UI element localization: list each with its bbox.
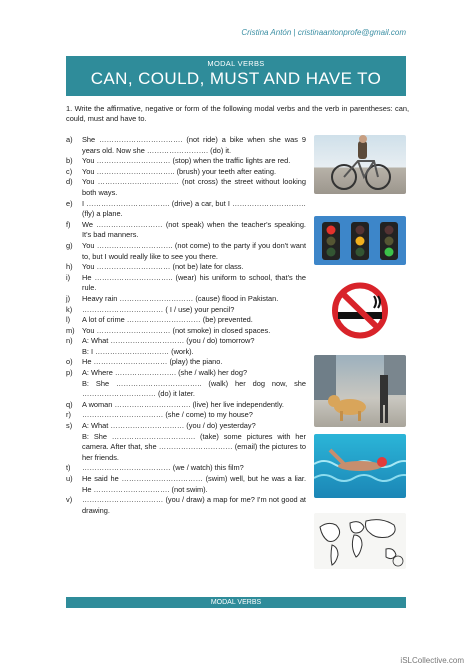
item-number: f) [66, 219, 71, 229]
item-sentence: A lot of crime ………………………… (be) prevented. [82, 315, 253, 325]
exercise-list [66, 135, 306, 516]
traffic-lights-photo [314, 216, 406, 265]
item-sentence: B: She …………………………….. (walk) her dog now, she ………………………… (do) it later. [82, 378, 306, 399]
item-sentence: You ………………………… (not be) late for class. [82, 262, 244, 272]
item-sentence: …………………………… ( I / use) your pencil? [82, 304, 235, 314]
exercise-item [66, 336, 306, 347]
item-sentence: B: I ………………………… (work). [82, 346, 194, 356]
item-sentence: You ………………………… (stop) when the traffic lights are red. [82, 156, 291, 166]
exercise-item [66, 294, 306, 305]
dog-walking-photo [314, 355, 406, 427]
exercise-item [66, 400, 306, 411]
item-sentence: I ……………………………. (drive) a car, but I ………………………… (fly) a plane. [82, 198, 306, 219]
item-sentence: A: What ………………………… (you / do) tomorrow? [82, 336, 255, 346]
item-number: k) [66, 304, 73, 314]
item-sentence: You …………………………. (not come) to the party if you don't want to, but I would really like to see you there. [82, 240, 306, 261]
item-number: g) [66, 240, 73, 250]
item-sentence: You ………………………… (not smoke) in closed spaces. [82, 325, 271, 335]
exercise-item [66, 474, 306, 495]
item-sentence: We ……………………… (not speak) when the teacher's speaking. It's bad manners. [82, 219, 306, 240]
exercise-item [66, 379, 306, 400]
title-banner [66, 56, 406, 96]
item-number: i) [66, 272, 71, 282]
item-sentence: He ………………………… (play) the piano. [82, 357, 223, 367]
exercise-item [66, 347, 306, 358]
world-map-drawing [314, 513, 406, 569]
item-number [66, 347, 82, 358]
exercise-item [66, 241, 306, 262]
item-number: u) [66, 474, 73, 483]
item-number [66, 379, 82, 400]
item-sentence: …………………………… (she / come) to my house? [82, 410, 253, 420]
banner-kicker: MODAL VERBS [207, 59, 265, 68]
exercise-instructions: 1. Write the affirmative, negative or form of the following modal verbs and the verb in parentheses: can, could, must and have to. [66, 104, 409, 124]
item-number: h) [66, 262, 73, 272]
exercise-item [66, 167, 306, 178]
bicycle-photo [314, 135, 406, 194]
item-sentence: A: Where ……………………. (she / walk) her dog? [82, 368, 248, 378]
exercise-item [66, 199, 306, 220]
item-number: l) [66, 315, 71, 325]
item-number: j) [66, 293, 71, 303]
item-number: d) [66, 177, 73, 187]
footer-banner: MODAL VERBS [66, 597, 406, 608]
item-sentence: A woman …………………………. (live) her live independently. [82, 399, 284, 409]
exercise-item [66, 273, 306, 294]
exercise-item [66, 220, 306, 241]
item-sentence: ……………………………… (we / watch) this film? [82, 463, 244, 473]
author-credit: Cristina Antón | cristinaantonprofe@gmail.com [241, 28, 406, 37]
site-watermark: iSLCollective.com [400, 656, 464, 665]
item-number: e) [66, 198, 73, 208]
swimmer-photo [314, 434, 406, 498]
item-number: t) [66, 463, 71, 473]
item-sentence: You ………………………….. (brush) your teeth after eating. [82, 166, 277, 176]
exercise-item [66, 463, 306, 474]
item-number: v) [66, 495, 73, 505]
exercise-item [66, 315, 306, 326]
exercise-item [66, 421, 306, 432]
exercise-item [66, 368, 306, 379]
item-number: n) [66, 336, 73, 346]
item-number [66, 432, 82, 464]
item-number: c) [66, 166, 73, 176]
item-number: r) [66, 410, 71, 420]
exercise-item [66, 410, 306, 421]
exercise-item [66, 495, 306, 516]
exercise-item [66, 326, 306, 337]
exercise-item [66, 305, 306, 316]
item-sentence: B: She ……………………………. (take) some pictures with her camera. After that, she ………………………… (email) the pictures to her friends. [82, 431, 306, 462]
item-number: p) [66, 368, 73, 378]
item-number: m) [66, 325, 75, 335]
exercise-item [66, 135, 306, 156]
exercise-item [66, 177, 306, 198]
exercise-item [66, 432, 306, 464]
item-sentence: You …………………………… (not cross) the street without looking both ways. [82, 177, 306, 197]
no-smoking-sign [314, 282, 406, 339]
item-number: a) [66, 135, 73, 144]
item-sentence: A: What ………………………… (you / do) yesterday? [82, 421, 256, 431]
item-sentence: …………………………… (you / draw) a map for me? I'm not good at drawing. [82, 495, 306, 515]
exercise-item [66, 357, 306, 368]
item-sentence: He said he …………………………… (swim) well, but he was a liar. He …………………………. (not swim). [82, 474, 306, 494]
item-sentence: She ……………………………. (not ride) a bike when she was 9 years old. Now she ……………………. (do) it. [82, 135, 306, 155]
item-sentence: Heavy rain ………………………… (cause) flood in Pakistan. [82, 293, 279, 303]
item-number: s) [66, 421, 73, 431]
item-number: o) [66, 357, 73, 367]
exercise-item [66, 262, 306, 273]
item-number: b) [66, 156, 73, 166]
page-title: CAN, COULD, MUST AND HAVE TO [90, 69, 382, 88]
item-number: q) [66, 399, 73, 409]
item-sentence: He ………………………….. (wear) his uniform to school, that's the rule. [82, 272, 306, 293]
exercise-item [66, 156, 306, 167]
